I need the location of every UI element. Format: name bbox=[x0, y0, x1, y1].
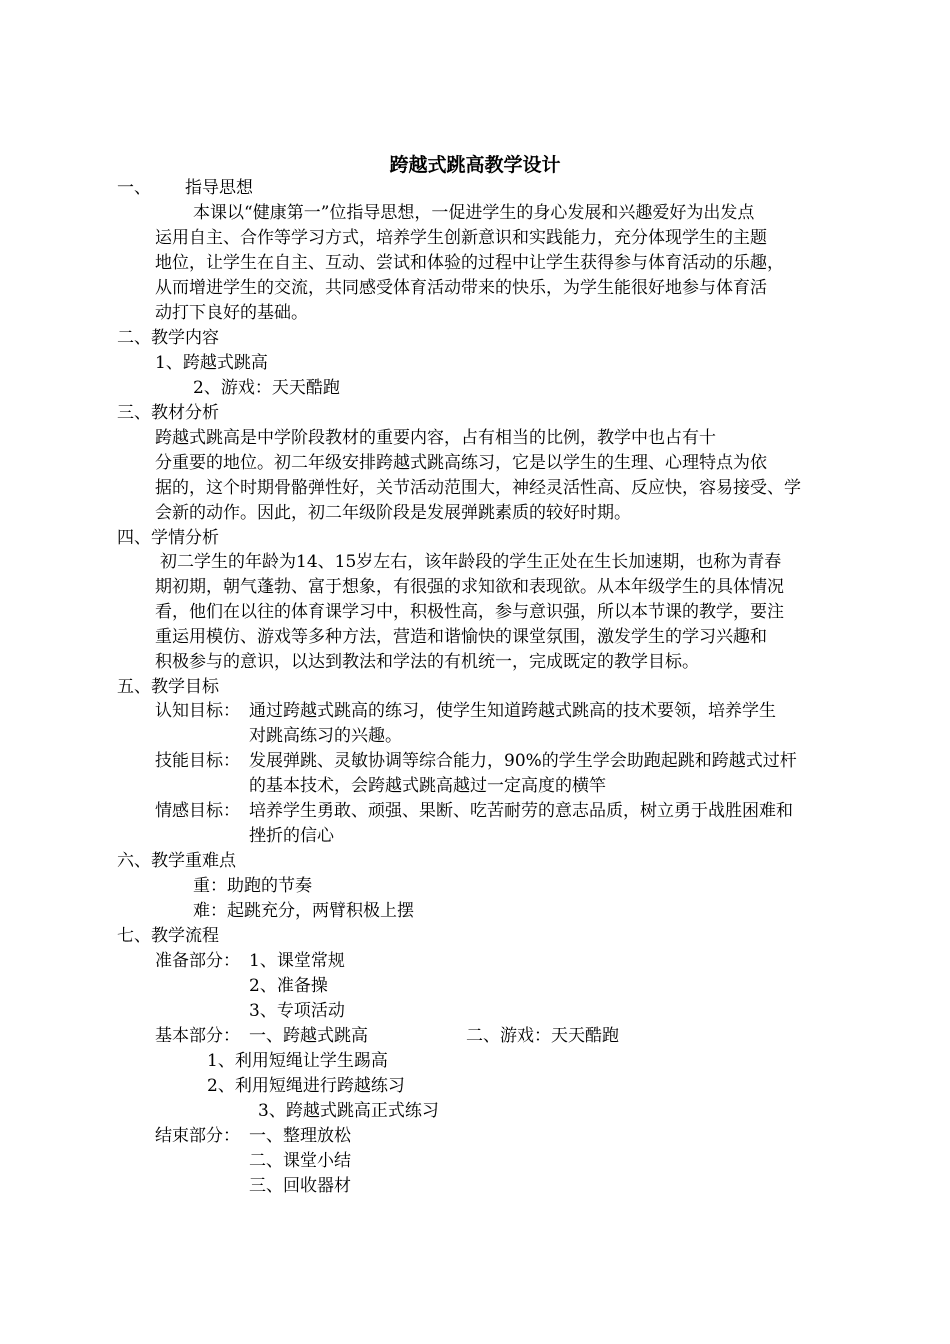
basic-sub-item: 1、利用短绳让学生踢高 bbox=[207, 1051, 388, 1071]
difficult-point: 难：起跳充分，两臂积极上摆 bbox=[193, 901, 414, 921]
section-1-line: 从而增进学生的交流，共同感受体育活动带来的快乐，为学生能很好地参与体育活 bbox=[155, 278, 767, 298]
section-3-line: 分重要的地位。初二年级安排跨越式跳高练习，它是以学生的生理、心理特点为依 bbox=[155, 453, 767, 473]
section-1-line: 本课以“健康第一”位指导思想，一促进学生的身心发展和兴趣爱好为出发点 bbox=[193, 203, 755, 223]
section-2-item: 1、跨越式跳高 bbox=[155, 353, 268, 373]
section-3-line: 会新的动作。因此，初二年级阶段是发展弹跳素质的较好时期。 bbox=[155, 503, 631, 523]
cognitive-goal-label: 认知目标： bbox=[155, 701, 240, 721]
skill-goal-text: 发展弹跳、灵敏协调等综合能力，90%的学生学会助跑起跳和跨越式过杆 bbox=[249, 751, 797, 771]
section-4-line: 看，他们在以往的体育课学习中，积极性高，参与意识强，所以本节课的教学，要注 bbox=[155, 602, 784, 622]
end-item: 一、整理放松 bbox=[249, 1126, 351, 1146]
section-4-line: 重运用模仿、游戏等多种方法，营造和谐愉快的课堂氛围，激发学生的学习兴趣和 bbox=[155, 627, 767, 647]
section-4-line: 初二学生的年龄为14、15岁左右，该年龄段的学生正处在生长加速期，也称为青春 bbox=[160, 552, 782, 572]
section-3-line: 跨越式跳高是中学阶段教材的重要内容，占有相当的比例，教学中也占有十 bbox=[155, 428, 716, 448]
basic-sub-item: 3、跨越式跳高正式练习 bbox=[258, 1101, 439, 1121]
section-1-heading: 指导思想 bbox=[185, 178, 253, 198]
skill-goal-label: 技能目标： bbox=[155, 751, 240, 771]
end-part-label: 结束部分： bbox=[155, 1126, 240, 1146]
section-1-line: 地位，让学生在自主、互动、尝试和体验的过程中让学生获得参与体育活动的乐趣， bbox=[155, 253, 784, 273]
section-1-number: 一、 bbox=[117, 178, 151, 198]
section-7-heading: 七、教学流程 bbox=[117, 926, 219, 946]
section-2-item: 2、游戏：天天酷跑 bbox=[193, 378, 340, 398]
end-item: 三、回收器材 bbox=[249, 1176, 351, 1196]
basic-sub-item: 2、利用短绳进行跨越练习 bbox=[207, 1076, 405, 1096]
prep-part-label: 准备部分： bbox=[155, 951, 240, 971]
cognitive-goal-text: 通过跨越式跳高的练习，使学生知道跨越式跳高的技术要领，培养学生 bbox=[249, 701, 776, 721]
end-item: 二、课堂小结 bbox=[249, 1151, 351, 1171]
basic-part-label: 基本部分： bbox=[155, 1026, 240, 1046]
section-1-line: 运用自主、合作等学习方式，培养学生创新意识和实践能力，充分体现学生的主题 bbox=[155, 228, 767, 248]
cognitive-goal-text: 对跳高练习的兴趣。 bbox=[249, 726, 402, 746]
section-4-heading: 四、学情分析 bbox=[117, 528, 219, 548]
prep-item: 1、课堂常规 bbox=[249, 951, 345, 971]
section-3-heading: 三、教材分析 bbox=[117, 403, 219, 423]
section-4-line: 积极参与的意识，以达到教法和学法的有机统一，完成既定的教学目标。 bbox=[155, 652, 699, 672]
page-title: 跨越式跳高教学设计 bbox=[389, 154, 561, 176]
prep-item: 2、准备操 bbox=[249, 976, 328, 996]
basic-part-item: 一、跨越式跳高 bbox=[249, 1026, 368, 1046]
emotion-goal-text: 挫折的信心 bbox=[249, 826, 334, 846]
section-1-line: 动打下良好的基础。 bbox=[155, 303, 308, 323]
key-point: 重：助跑的节奏 bbox=[193, 876, 312, 896]
section-3-line: 据的，这个时期骨骼弹性好，关节活动范围大，神经灵活性高、反应快，容易接受、学 bbox=[155, 478, 801, 498]
section-5-heading: 五、教学目标 bbox=[117, 677, 219, 697]
section-4-line: 期初期，朝气蓬勃、富于想象，有很强的求知欲和表现欲。从本年级学生的具体情况 bbox=[155, 577, 784, 597]
emotion-goal-label: 情感目标： bbox=[155, 801, 240, 821]
section-2-heading: 二、教学内容 bbox=[117, 328, 219, 348]
section-6-heading: 六、教学重难点 bbox=[117, 851, 236, 871]
emotion-goal-text: 培养学生勇敢、顽强、果断、吃苦耐劳的意志品质，树立勇于战胜困难和 bbox=[249, 801, 793, 821]
skill-goal-text: 的基本技术，会跨越式跳高越过一定高度的横竿 bbox=[249, 776, 606, 796]
prep-item: 3、专项活动 bbox=[249, 1001, 345, 1021]
basic-part-item: 二、游戏：天天酷跑 bbox=[466, 1026, 619, 1046]
